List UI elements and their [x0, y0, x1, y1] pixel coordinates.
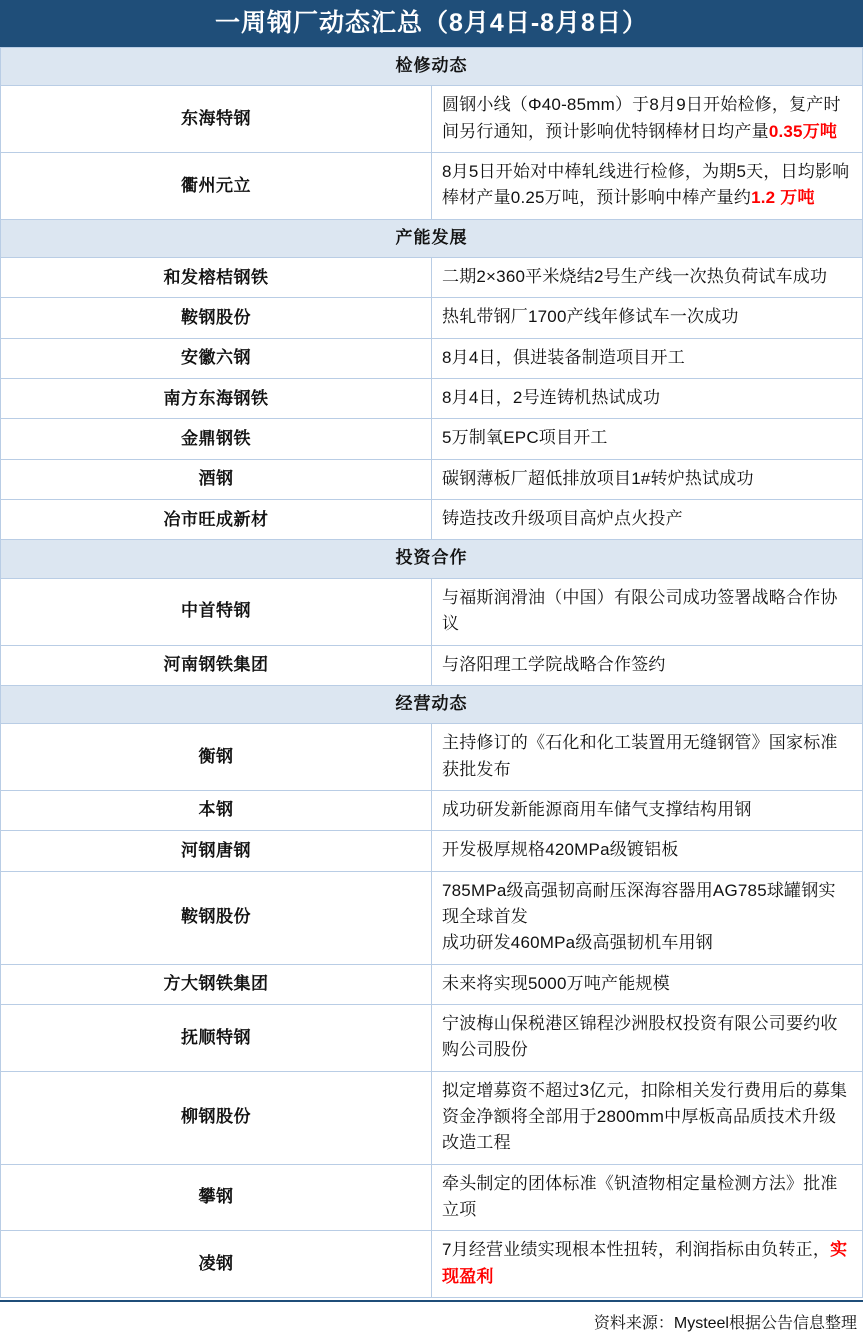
company-description	[432, 1071, 863, 1164]
table-row	[1, 419, 863, 459]
table-row	[1, 578, 863, 645]
company-description	[432, 1231, 863, 1298]
section-header-row	[1, 540, 863, 578]
company-name: 抚顺特钢	[1, 1004, 432, 1071]
page-title: 一周钢厂动态汇总（8月4日-8月8日）	[0, 0, 863, 47]
company-name: 衡钢	[1, 724, 432, 791]
company-name: 和发榕桔钢铁	[1, 258, 432, 298]
company-description	[432, 298, 863, 338]
description-text: 开发极厚规格420MPa级镀铝板	[442, 840, 679, 860]
table-row	[1, 258, 863, 298]
source-wrapper	[0, 1300, 863, 1335]
source-note: 资料来源：Mysteel根据公告信息整理	[0, 1300, 863, 1335]
table-row	[1, 790, 863, 830]
company-name: 柳钢股份	[1, 1071, 432, 1164]
company-description	[432, 871, 863, 964]
company-description	[432, 258, 863, 298]
highlighted-figure: 1.2 万吨	[751, 188, 815, 208]
company-description	[432, 459, 863, 499]
table-row	[1, 459, 863, 499]
company-name: 酒钢	[1, 459, 432, 499]
description-text: 8月4日，2号连铸机热试成功	[442, 388, 661, 408]
company-description	[432, 419, 863, 459]
table-body	[1, 48, 863, 1298]
description-text: 牵头制定的团体标准《钒渣物相定量检测方法》批准立项	[442, 1173, 838, 1219]
description-text: 二期2×360平米烧结2号生产线一次热负荷试车成功	[442, 267, 828, 287]
company-name: 方大钢铁集团	[1, 964, 432, 1004]
table-row	[1, 153, 863, 220]
table-row	[1, 86, 863, 153]
company-name: 南方东海钢铁	[1, 379, 432, 419]
section-header-row	[1, 685, 863, 723]
company-name: 鞍钢股份	[1, 871, 432, 964]
description-text: 与洛阳理工学院战略合作签约	[442, 654, 666, 674]
table-row	[1, 1004, 863, 1071]
description-text: 铸造技改升级项目高炉点火投产	[442, 509, 683, 529]
table-row	[1, 1231, 863, 1298]
description-text: 785MPa级高强韧高耐压深海容器用AG785球罐钢实现全球首发 成功研发460MPa级高强韧机车用钢	[442, 880, 836, 953]
description-text: 8月4日，俱进装备制造项目开工	[442, 347, 685, 367]
company-description	[432, 338, 863, 378]
company-description	[432, 578, 863, 645]
company-description	[432, 724, 863, 791]
highlighted-figure: 0.35万吨	[768, 121, 838, 141]
section-heading: 产能发展	[1, 219, 863, 257]
company-name: 冶市旺成新材	[1, 500, 432, 540]
description-text: 7月经营业绩实现根本性扭转，利润指标由负转正，	[442, 1240, 831, 1260]
description-text: 宁波梅山保税港区锦程沙洲股权投资有限公司要约收购公司股份	[442, 1013, 838, 1060]
description-text: 热轧带钢厂1700产线年修试车一次成功	[442, 307, 739, 327]
company-name: 金鼎钢铁	[1, 419, 432, 459]
description-text: 未来将实现5000万吨产能规模	[442, 973, 670, 993]
table-row	[1, 379, 863, 419]
description-text: 拟定增募资不超过3亿元，扣除相关发行费用后的募集资金净额将全部用于2800mm中厚板高品质技术升级改造工程	[442, 1080, 848, 1153]
table-row	[1, 964, 863, 1004]
company-description	[432, 379, 863, 419]
company-name: 凌钢	[1, 1231, 432, 1298]
company-name: 攀钢	[1, 1164, 432, 1231]
table-row	[1, 1164, 863, 1231]
table-row	[1, 724, 863, 791]
description-text: 8月5日开始对中棒轧线进行检修，为期5天，日均影响棒材产量0.25万吨，预计影响中棒产量约	[442, 162, 850, 208]
company-description	[432, 964, 863, 1004]
company-name: 河钢唐钢	[1, 831, 432, 871]
company-description	[432, 500, 863, 540]
table-row	[1, 871, 863, 964]
description-text: 主持修订的《石化和化工装置用无缝钢管》国家标准获批发布	[442, 733, 838, 779]
company-name: 鞍钢股份	[1, 298, 432, 338]
description-text: 与福斯润滑油（中国）有限公司成功签署战略合作协议	[442, 587, 838, 634]
steel-mill-dynamics-table	[0, 47, 863, 1298]
table-row	[1, 645, 863, 685]
company-description	[432, 86, 863, 153]
company-name: 东海特钢	[1, 86, 432, 153]
section-header-row	[1, 219, 863, 257]
table-row	[1, 338, 863, 378]
highlighted-figure: 实现盈利	[442, 1240, 848, 1286]
company-name: 本钢	[1, 790, 432, 830]
table-row	[1, 831, 863, 871]
company-description	[432, 831, 863, 871]
description-text: 圆钢小线（Φ40-85mm）于8月9日开始检修，复产时间另行通知，预计影响优特钢棒材日均产量	[442, 95, 841, 141]
description-text: 碳钢薄板厂超低排放项目1#转炉热试成功	[442, 468, 754, 488]
company-name: 衢州元立	[1, 153, 432, 220]
company-description	[432, 645, 863, 685]
table-row	[1, 1071, 863, 1164]
company-description	[432, 790, 863, 830]
company-name: 河南钢铁集团	[1, 645, 432, 685]
section-heading: 经营动态	[1, 685, 863, 723]
company-name: 安徽六钢	[1, 338, 432, 378]
table-row	[1, 500, 863, 540]
company-description	[432, 1164, 863, 1231]
section-heading: 投资合作	[1, 540, 863, 578]
company-description	[432, 153, 863, 220]
table-row	[1, 298, 863, 338]
company-description	[432, 1004, 863, 1071]
company-name: 中首特钢	[1, 578, 432, 645]
section-header-row	[1, 48, 863, 86]
description-text: 成功研发新能源商用车储气支撑结构用钢	[442, 799, 752, 819]
section-heading: 检修动态	[1, 48, 863, 86]
description-text: 5万制氧EPC项目开工	[442, 428, 608, 448]
